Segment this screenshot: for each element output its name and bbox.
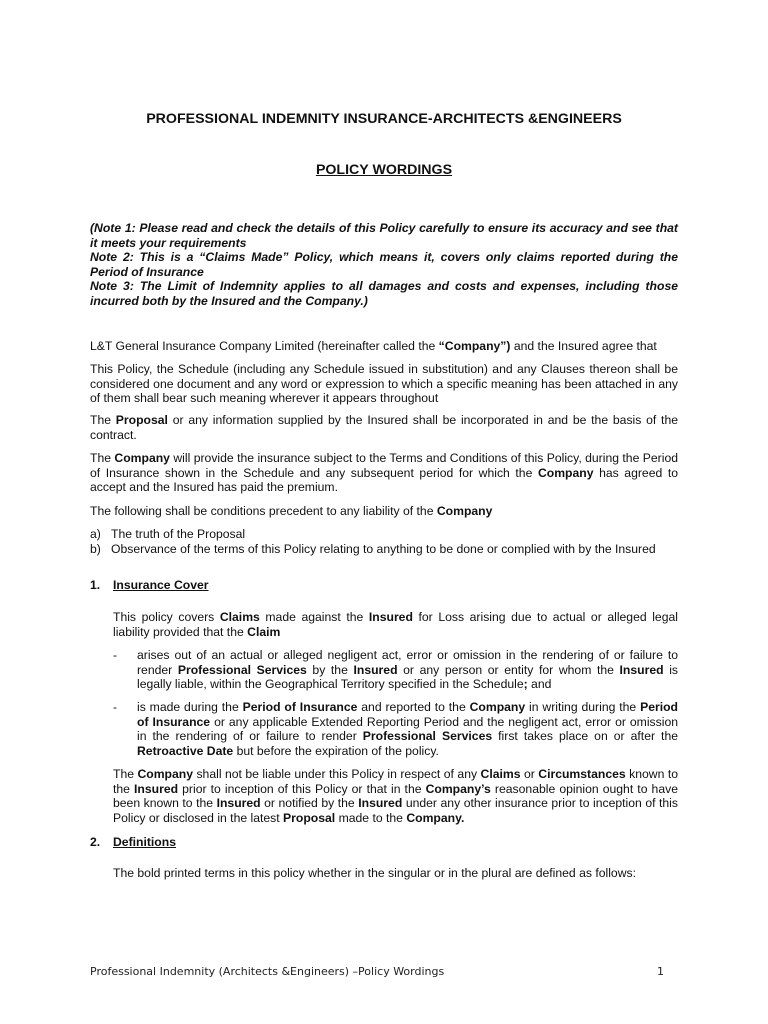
intro-paragraph-4 bbox=[90, 451, 678, 495]
bold-term: Claims bbox=[219, 610, 260, 624]
text-run: The bbox=[113, 767, 138, 781]
text-run: made to the bbox=[335, 810, 407, 825]
list-marker: b) bbox=[90, 542, 101, 556]
cover-condition-text bbox=[137, 700, 678, 758]
bold-term: “Company”) bbox=[438, 339, 511, 353]
bold-term: Company bbox=[469, 700, 526, 714]
bold-term: Insured bbox=[134, 781, 179, 796]
document-subtitle: POLICY WORDINGS bbox=[315, 162, 453, 178]
notes-block bbox=[90, 221, 678, 309]
intro-paragraph-5 bbox=[90, 504, 678, 519]
bold-term: Proposal bbox=[283, 810, 336, 825]
text-run: made against the bbox=[259, 610, 369, 624]
condition-text: Observance of the terms of this Policy relating to anything to be done or complied with by the Insured bbox=[111, 542, 656, 556]
bold-term: Insured bbox=[368, 610, 413, 624]
list-marker: a) bbox=[90, 527, 101, 541]
text-run: known to the bbox=[113, 767, 678, 796]
text-run: The bbox=[90, 451, 115, 465]
section-number: 2. bbox=[90, 835, 101, 849]
bold-term: Professional Services bbox=[362, 729, 493, 744]
text-run: prior to inception of this Policy or that in the bbox=[178, 781, 426, 796]
dash-marker: - bbox=[113, 648, 118, 662]
section-title: Definitions bbox=[113, 835, 176, 849]
text-run: first takes place on or after the bbox=[492, 729, 679, 744]
text-run: or notified by the bbox=[260, 796, 359, 811]
text-run: or bbox=[520, 767, 539, 781]
bold-term: Insured bbox=[216, 796, 261, 811]
text-run: or any person or entity for whom the bbox=[397, 662, 620, 677]
bold-term: Company bbox=[137, 767, 193, 781]
section-1-paragraph-1 bbox=[113, 610, 678, 639]
intro-paragraph-3 bbox=[90, 413, 678, 442]
text-run: and bbox=[527, 677, 552, 692]
text-run: will provide the insurance subject to the Terms and Conditions of this Policy, during the Period of Insurance shown in the Schedule and any subsequent period for which the bbox=[90, 451, 678, 480]
bold-term: Claims bbox=[480, 767, 521, 781]
bold-term: Period of Insurance bbox=[242, 700, 358, 714]
bold-term: Insured bbox=[619, 662, 664, 677]
text-run: or any applicable Extended Reporting Period and the negligent act, error or omission in the rendering of or failure to render bbox=[137, 714, 678, 744]
text-run: The following shall be conditions precedent to any liability of the bbox=[90, 504, 437, 518]
footer-text: Professional Indemnity (Architects &Engineers) –Policy Wordings bbox=[90, 965, 445, 978]
section-2-paragraph-1: The bold printed terms in this policy whether in the singular or in the plural are defined as follows: bbox=[113, 866, 636, 880]
bold-term: ; bbox=[523, 677, 528, 692]
text-run: has agreed to accept and the Insured has paid the premium. bbox=[90, 465, 678, 495]
bold-term: Retroactive Date bbox=[137, 743, 234, 758]
text-run: reasonable opinion ought to have been known to the bbox=[113, 781, 678, 811]
text-run: arises out of an actual or alleged negligent act, error or omission in the rendering of or failure to render bbox=[137, 648, 678, 677]
text-run: and the Insured agree that bbox=[510, 339, 657, 353]
bold-term: Insured bbox=[358, 796, 403, 811]
bold-term: Period of Insurance bbox=[137, 700, 679, 729]
text-run: by the bbox=[306, 662, 354, 677]
bold-term: Company bbox=[114, 451, 170, 465]
bold-term: Professional Services bbox=[177, 662, 307, 677]
note-1: (Note 1: Please read and check the details of this Policy carefully to ensure its accuracy and see that it meets your requirements bbox=[90, 221, 678, 250]
section-number: 1. bbox=[90, 578, 101, 592]
note-3: Note 3: The Limit of Indemnity applies to all damages and costs and expenses, including those incurred both by the Insured and the Company.) bbox=[90, 279, 678, 308]
bold-term: Circumstances bbox=[538, 767, 626, 781]
bold-term: Claim bbox=[247, 624, 281, 639]
section-title: Insurance Cover bbox=[113, 578, 209, 592]
text-run: under any other insurance prior to inception of this Policy or disclosed in the latest bbox=[113, 796, 678, 825]
text-run: for Loss arising due to actual or alleged legal liability provided that the bbox=[113, 610, 678, 639]
text-run: and reported to the bbox=[357, 700, 470, 714]
bold-term: Insured bbox=[353, 662, 398, 677]
page-number: 1 bbox=[657, 965, 664, 978]
text-run: is legally liable, within the Geographical Territory specified in the Schedule bbox=[137, 662, 679, 692]
note-2: Note 2: This is a “Claims Made” Policy, which means it, covers only claims reported during the Period of Insurance bbox=[90, 250, 678, 279]
intro-paragraph-1 bbox=[90, 339, 678, 354]
bold-term: Company bbox=[537, 465, 594, 480]
text-run: but before the expiration of the policy. bbox=[233, 743, 439, 758]
condition-text: The truth of the Proposal bbox=[111, 527, 246, 541]
bold-term: Company. bbox=[406, 810, 465, 825]
text-run: shall not be liable under this Policy in respect of any bbox=[193, 767, 481, 781]
text-run: in writing during the bbox=[525, 700, 641, 714]
dash-marker: - bbox=[113, 700, 118, 714]
bold-term: Company’s bbox=[425, 781, 491, 796]
text-run: This policy covers bbox=[113, 610, 220, 624]
text-run: The bbox=[90, 413, 116, 427]
text-run: is made during the bbox=[137, 700, 243, 714]
document-title: PROFESSIONAL INDEMNITY INSURANCE-ARCHITECTS &ENGINEERS bbox=[146, 111, 622, 127]
bold-term: Proposal bbox=[115, 413, 168, 427]
text-run: or any information supplied by the Insured shall be incorporated in and be the basis of the contract. bbox=[90, 413, 679, 442]
text-run: L&T General Insurance Company Limited (hereinafter called the bbox=[90, 339, 439, 353]
intro-paragraph-2: This Policy, the Schedule (including any Schedule issued in substitution) and any Clauses thereon shall be considered one document and any word or expression to which a specific meaning has been attached in any of them shall bear such meaning wherever it appears throughout bbox=[90, 362, 678, 406]
bold-term: Company bbox=[436, 504, 493, 518]
section-1-paragraph-2 bbox=[113, 767, 678, 825]
cover-condition-text bbox=[137, 648, 678, 692]
